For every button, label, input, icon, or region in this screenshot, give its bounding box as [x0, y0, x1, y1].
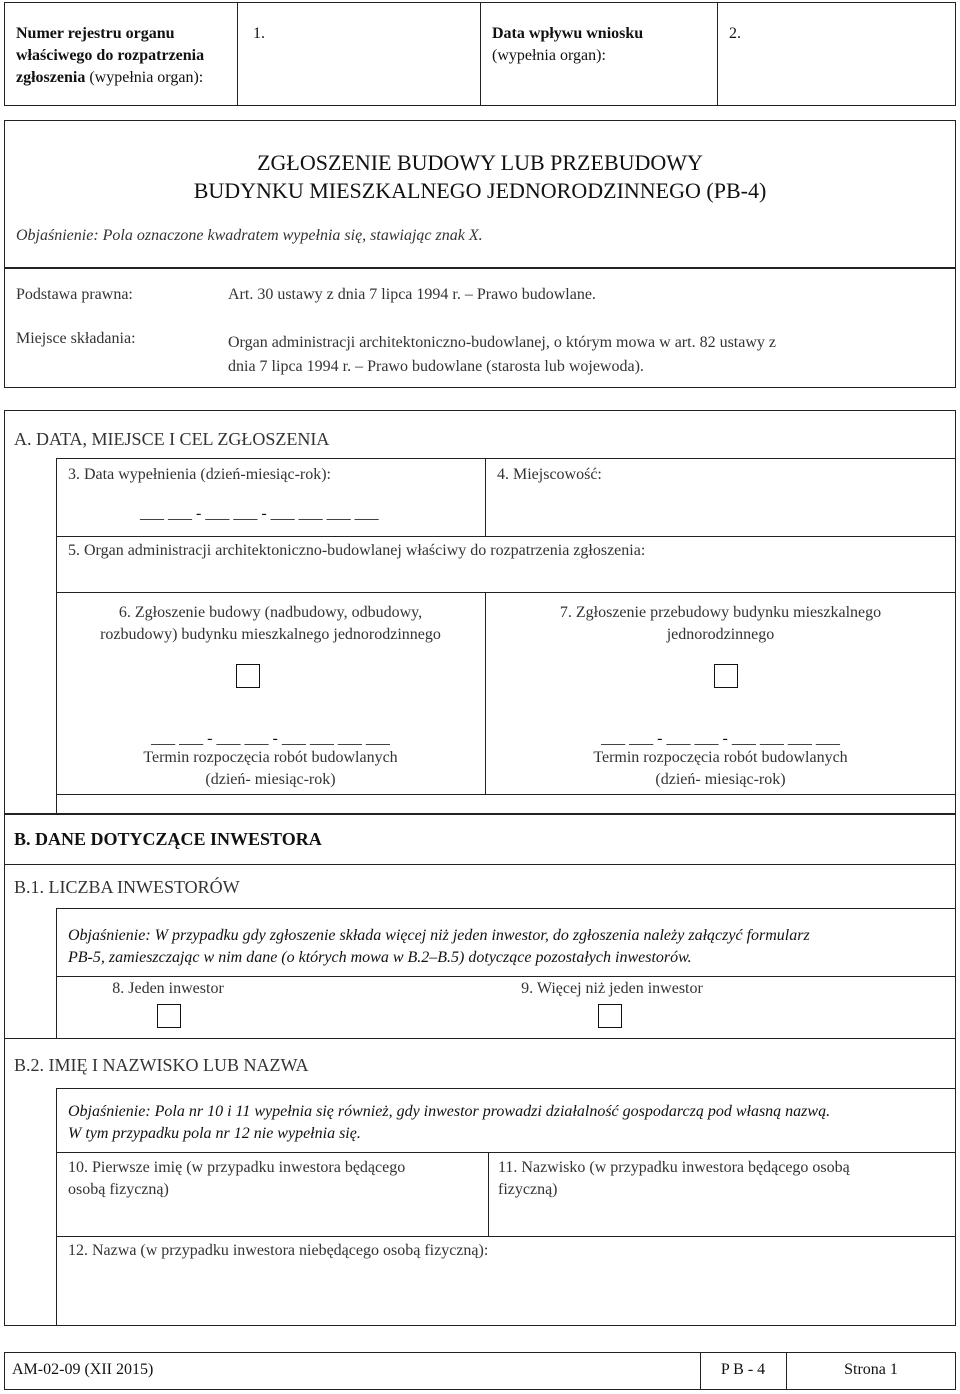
field-9-label: 9. Więcej niż jeden inwestor	[521, 980, 703, 997]
registry-label-line3-bold: zgłoszenia	[16, 69, 86, 86]
field-1-input[interactable]	[238, 50, 478, 104]
field-11-label-line2: fizyczną)	[498, 1181, 558, 1198]
field-9-checkbox[interactable]	[598, 1004, 622, 1028]
field-3-label: 3. Data wypełnienia (dzień-miesiąc-rok):	[68, 466, 331, 483]
b2-explanation-line1: Objaśnienie: Pola nr 10 i 11 wypełnia się również, gdy inwestor prowadzi działalność gospodarczą pod własną nazwą.	[68, 1103, 831, 1120]
field-10-label-line2: osobą fizyczną)	[68, 1181, 169, 1198]
field-7-term-line1: Termin rozpoczęcia robót budowlanych	[593, 749, 848, 766]
field-4-label: 4. Miejscowość:	[497, 466, 602, 483]
field-10-label	[68, 1157, 405, 1201]
submission-place-label: Miejsce składania:	[16, 330, 136, 347]
field-6-label-line2: rozbudowy) budynku mieszkalnego jednorodzinnego	[100, 626, 441, 643]
field-8-checkbox[interactable]	[157, 1004, 181, 1028]
receipt-date-label-bold: Data wpływu wniosku	[492, 25, 644, 42]
field-12-label: 12. Nazwa (w przypadku inwestora niebędącego osobą fizyczną):	[68, 1242, 489, 1259]
field-7-term-blanks[interactable]: ___ ___ - ___ ___ - ___ ___ ___ ___	[601, 730, 840, 747]
field-2-input[interactable]	[718, 50, 954, 104]
b2-title: B.2. IMIĘ I NAZWISKO LUB NAZWA	[14, 1055, 309, 1075]
field-1-number: 1.	[253, 25, 265, 42]
registry-label-line3-rest: (wypełnia organ):	[85, 69, 204, 86]
checkbox-explanation: Objaśnienie: Pola oznaczone kwadratem wypełnia się, stawiając znak X.	[16, 227, 483, 244]
section-a-title: A. DATA, MIEJSCE I CEL ZGŁOSZENIA	[14, 429, 330, 449]
registry-number-label	[16, 23, 231, 89]
b1-explanation-line2: PB-5, zamieszczając w nim dane (o których mowa w B.2–B.5) dotyczące pozostałych inwestorów.	[68, 949, 692, 966]
b2-subheader-line	[56, 1088, 956, 1089]
field-7-term-line2: (dzień- miesiąc-rok)	[655, 771, 786, 788]
registry-label-line2: właściwego do rozpatrzenia	[16, 47, 205, 64]
submission-place-line1: Organ administracji architektoniczno-budowlanej, o którym mowa w art. 82 ustawy z	[228, 334, 776, 351]
field-4-input[interactable]	[490, 490, 952, 532]
registry-label-line3	[16, 67, 231, 89]
registry-label-line1: Numer rejestru organu	[16, 25, 175, 42]
b2-explanation-line2: W tym przypadku pola nr 12 nie wypełnia się.	[68, 1125, 361, 1142]
field-5-top-line	[56, 536, 956, 537]
field-10-11-divider	[488, 1152, 489, 1236]
field-6-checkbox[interactable]	[236, 664, 260, 688]
field-11-input[interactable]	[492, 1204, 952, 1234]
field-12-input[interactable]	[60, 1266, 952, 1322]
b2-left-line	[56, 1088, 57, 1326]
field-11-label-line1: 11. Nazwisko (w przypadku inwestora będącego osobą	[498, 1159, 850, 1176]
fields-10-11-top-line	[56, 1152, 956, 1153]
legal-basis-label: Podstawa prawna:	[16, 286, 133, 303]
field-3-date-blanks[interactable]: ___ ___ - ___ ___ - ___ ___ ___ ___	[140, 505, 379, 522]
form-symbol: P B - 4	[720, 1361, 766, 1378]
field-7-label-line1: 7. Zgłoszenie przebudowy budynku mieszkalnego	[559, 604, 882, 621]
field-3-4-divider	[485, 458, 486, 536]
field-7-label	[485, 602, 956, 646]
form-code: AM-02-09 (XII 2015)	[12, 1361, 154, 1378]
receipt-date-label-rest: (wypełnia organ):	[492, 47, 606, 64]
b1-title: B.1. LICZBA INWESTORÓW	[14, 877, 240, 897]
b1-top-line	[4, 864, 956, 865]
field-6-label-line1: 6. Zgłoszenie budowy (nadbudowy, odbudowy,	[118, 604, 423, 621]
field-2-number: 2.	[729, 25, 741, 42]
b1-explanation-line1: Objaśnienie: W przypadku gdy zgłoszenie składa więcej niż jeden inwestor, do zgłoszenia należy załączyć formularz	[68, 927, 810, 944]
page-number: Strona 1	[844, 1361, 898, 1378]
section-a-bottom-line	[56, 794, 956, 795]
field-6-term-line1: Termin rozpoczęcia robót budowlanych	[143, 749, 398, 766]
field-6-label	[56, 602, 485, 646]
fields-8-9-top-line	[56, 976, 956, 977]
legal-basis-value: Art. 30 ustawy z dnia 7 lipca 1994 r. – Prawo budowlane.	[228, 286, 596, 303]
field-10-label-line1: 10. Pierwsze imię (w przypadku inwestora będącego	[68, 1159, 406, 1176]
field-12-top-line	[56, 1236, 956, 1237]
field-6-term-line2: (dzień- miesiąc-rok)	[205, 771, 336, 788]
field-6-term-blanks[interactable]: ___ ___ - ___ ___ - ___ ___ ___ ___	[151, 730, 390, 747]
field-11-label	[498, 1157, 850, 1201]
field-7-term-label	[485, 747, 956, 791]
b1-explanation	[68, 925, 810, 969]
section-b-left-line	[56, 908, 57, 1038]
header-divider-2	[480, 2, 481, 106]
b2-explanation	[68, 1101, 830, 1145]
form-title	[4, 149, 956, 205]
section-a-header-line	[56, 458, 956, 459]
field-6-top-line	[56, 592, 956, 593]
field-7-checkbox[interactable]	[714, 664, 738, 688]
field-6-term-label	[56, 747, 485, 791]
field-5-label: 5. Organ administracji architektoniczno-budowlanej właściwy do rozpatrzenia zgłoszenia:	[68, 542, 646, 559]
submission-place-line2: dnia 7 lipca 1994 r. – Prawo budowlane (starosta lub wojewoda).	[228, 358, 644, 375]
field-10-input[interactable]	[60, 1204, 484, 1234]
form-title-line2: BUDYNKU MIESZKALNEGO JEDNORODZINNEGO (PB-4)	[193, 178, 767, 203]
section-b-title: B. DANE DOTYCZĄCE INWESTORA	[14, 829, 322, 849]
field-5-input[interactable]	[60, 564, 952, 590]
receipt-date-label	[492, 23, 643, 67]
b2-top-line	[4, 1038, 956, 1039]
form-title-line1: ZGŁOSZENIE BUDOWY LUB PRZEBUDOWY	[257, 150, 703, 175]
submission-place-value	[228, 331, 776, 379]
b1-subheader-line	[56, 908, 956, 909]
field-8-label: 8. Jeden inwestor	[112, 980, 224, 997]
field-7-label-line2: jednorodzinnego	[666, 626, 775, 643]
